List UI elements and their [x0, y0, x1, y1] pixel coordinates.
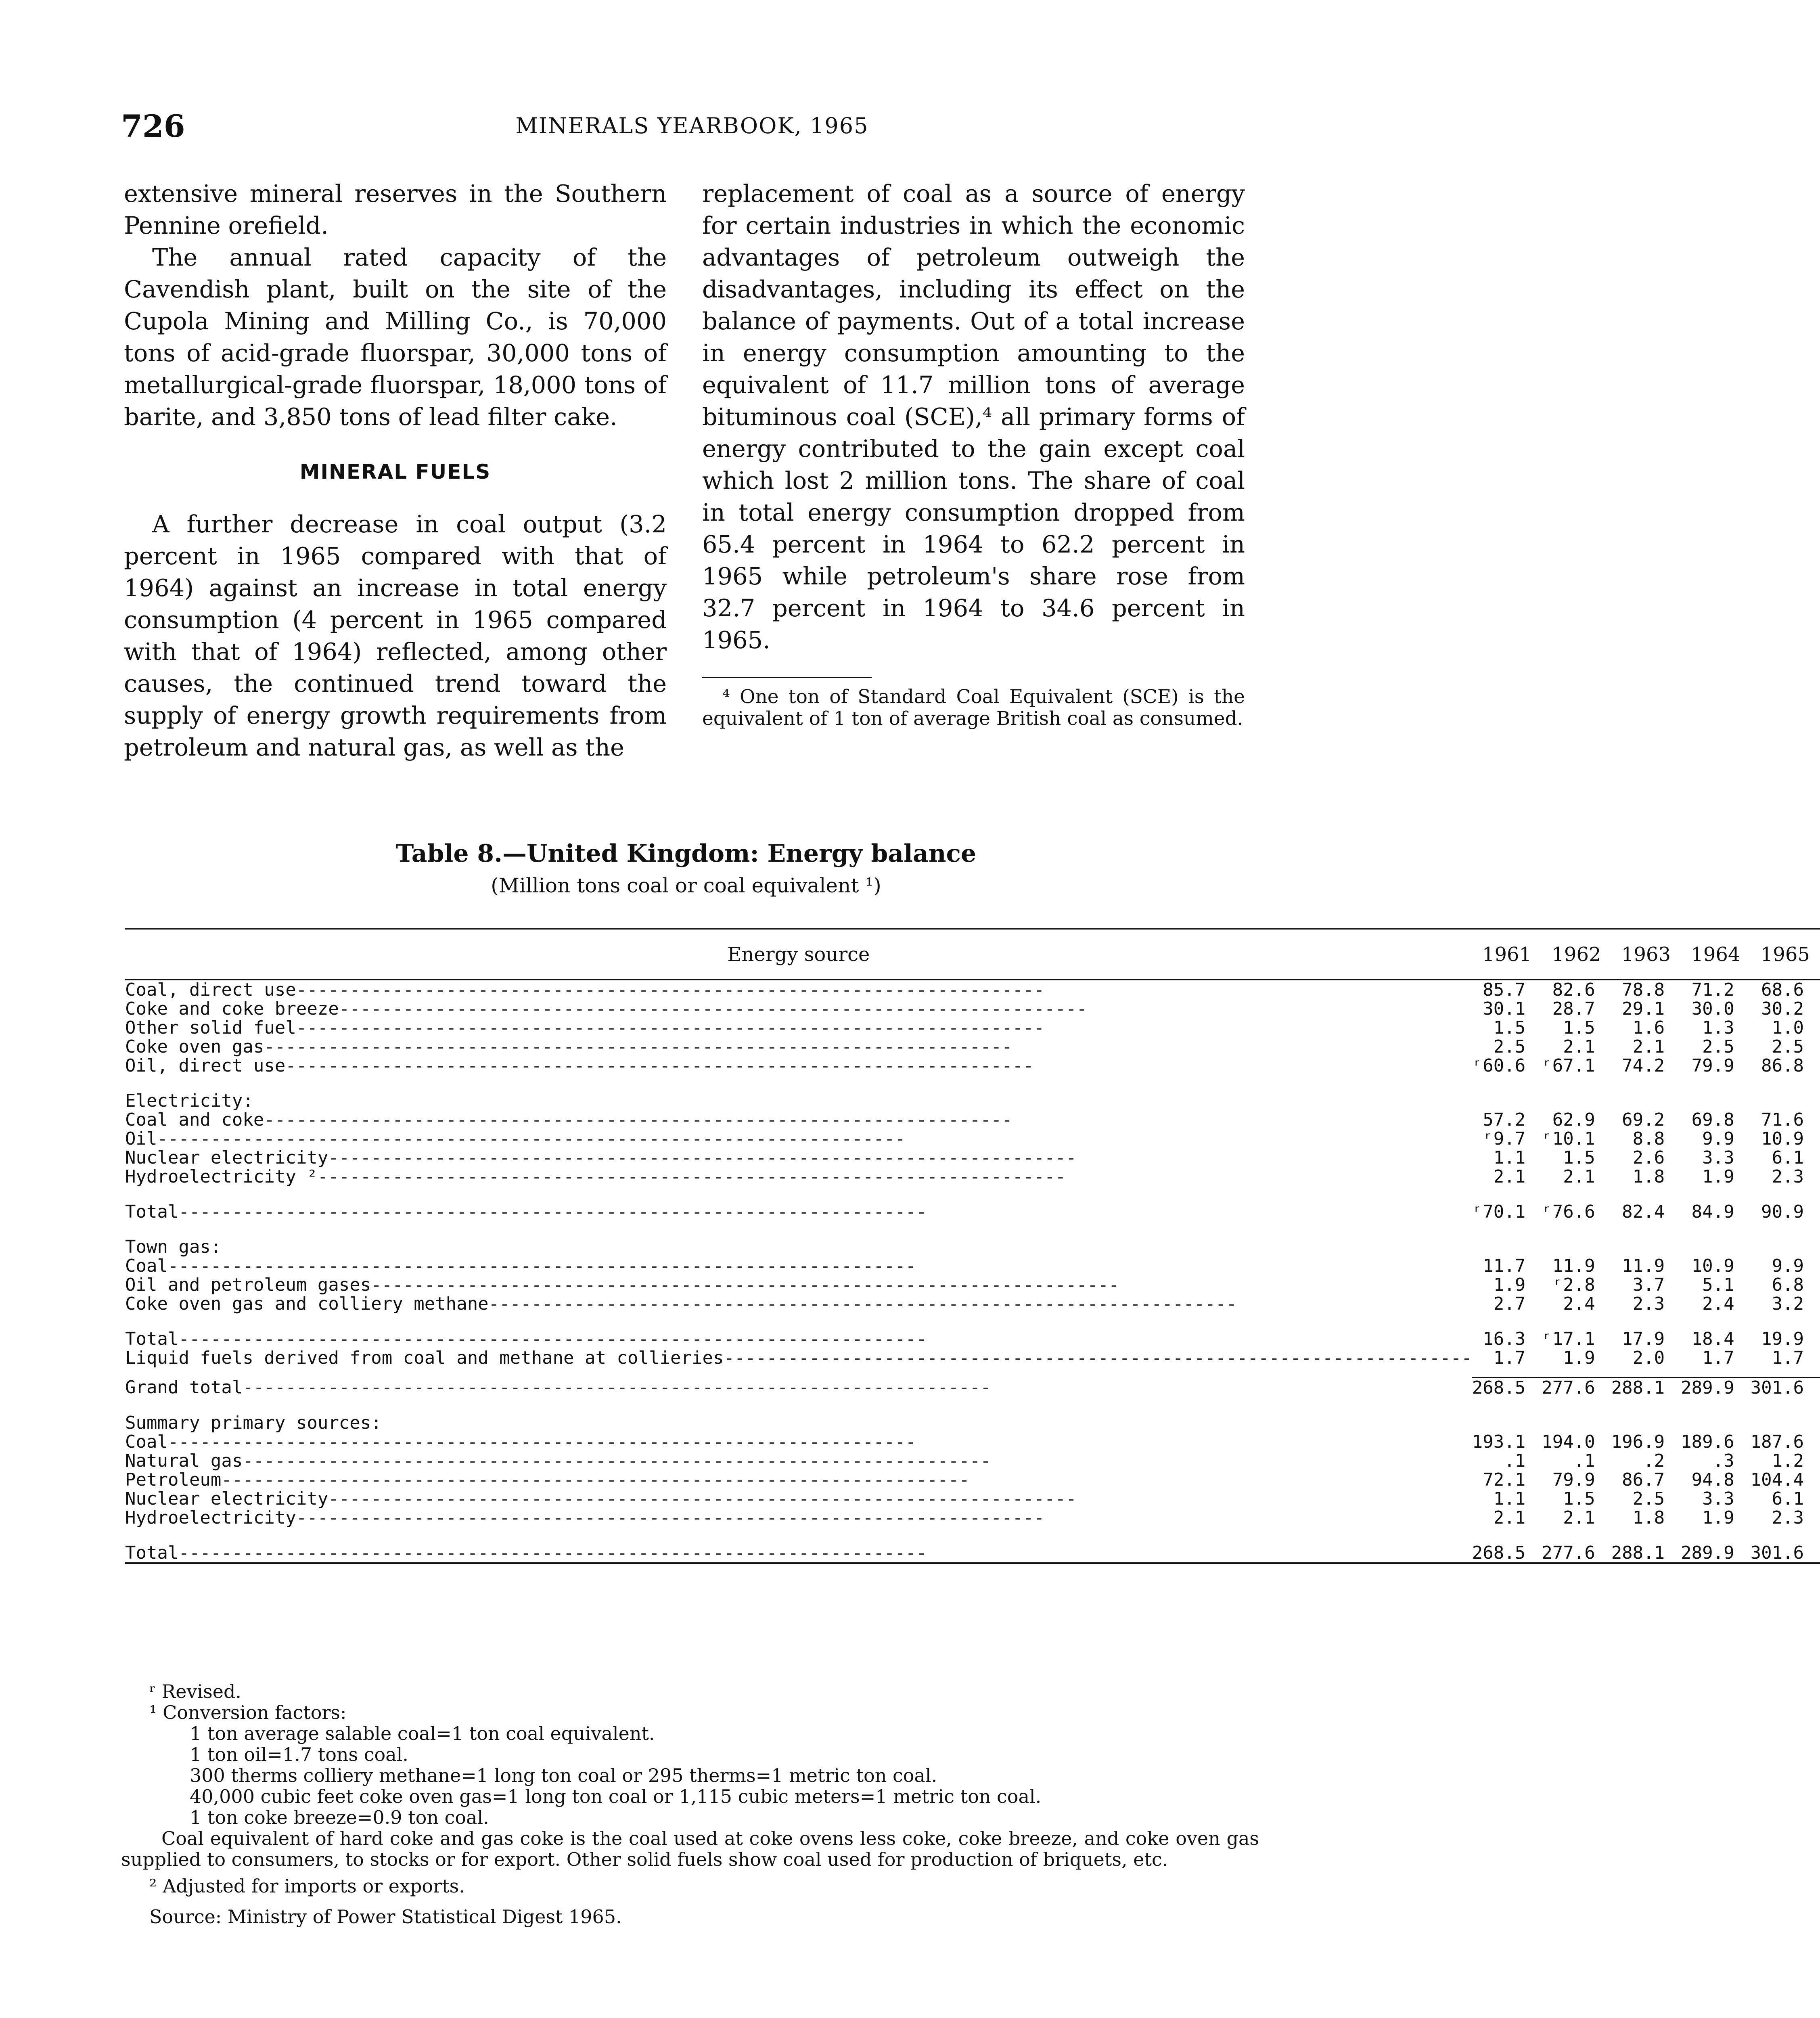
table-row — [125, 1275, 1820, 1294]
row-label-text: Coal, direct use — [125, 980, 296, 1000]
header-year: 1962 — [1542, 929, 1611, 980]
note-factor: 1 ton oil=1.7 tons coal. — [190, 1744, 409, 1765]
row-label — [125, 1470, 1472, 1489]
leader-dots: ---------------------------------------------------------------------- — [339, 999, 1088, 1019]
cell-value: 1.8 — [1632, 1166, 1665, 1187]
note-coal-equivalent: Coal equivalent of hard coke and gas coke is the coal used at coke ovens less coke, coke breeze, and coke oven gas supplied to consumers, to stocks or for export. Other solid fuels show coal used for production of briquets, etc. — [121, 1828, 1259, 1870]
left-paragraph-2: The annual rated capacity of the Cavendish plant, built on the site of the Cupola Mining and Milling Co., is 70,000 tons of acid-grade fluorspar, 30,000 tons of metallurgical-grade fluorspar, 18,000 tons of barite, and 3,850 tons of lead filter cake. — [124, 243, 667, 431]
cell-value: 3.3 — [1702, 1488, 1734, 1509]
cell-value: 78.8 — [1622, 980, 1665, 1000]
cell-value: 57.2 — [1483, 1109, 1526, 1130]
cell-value: 196.9 — [1611, 1432, 1665, 1452]
leader-dots: ---------------------------------------------------------------------- — [243, 1451, 991, 1471]
row-label-text: Other solid fuel — [125, 1017, 296, 1038]
cell-value: 1.5 — [1563, 1488, 1595, 1509]
cell-value: 2.5 — [1702, 1036, 1734, 1057]
cell-value: 189.6 — [1681, 1432, 1734, 1452]
cell-value: 1.7 — [1772, 1348, 1804, 1368]
cell-value: 10.9 — [1691, 1256, 1734, 1276]
cell-value: 2.4 — [1563, 1294, 1595, 1314]
cell-value: 19.9 — [1761, 1329, 1804, 1349]
cell-value: 1.9 — [1493, 1275, 1526, 1295]
cell-value — [1472, 1413, 1542, 1432]
footnote-4-text: ⁴ One ton of Standard Coal Equivalent (SCE) is the equivalent of 1 ton of average British coal as consumed. — [702, 686, 1245, 730]
cell-value: 2.1 — [1563, 1166, 1595, 1187]
cell-value: 72.1 — [1483, 1470, 1526, 1490]
cell-value: 11.7 — [1483, 1256, 1526, 1276]
cell-value: 2.1 — [1632, 1036, 1665, 1057]
cell-value: .1 — [1573, 1451, 1595, 1471]
row-label — [125, 1110, 1472, 1129]
cell-value: 1.8 — [1632, 1507, 1665, 1528]
note-factor: 40,000 cubic feet coke oven gas=1 long ton coal or 1,115 cubic meters=1 metric ton coal. — [190, 1786, 1042, 1807]
cell-value: ʳ76.6 — [1542, 1202, 1595, 1222]
cell-value: 94.8 — [1691, 1470, 1734, 1490]
leader-dots: ---------------------------------------------------------------------- — [167, 1432, 916, 1452]
cell-value: 62.9 — [1552, 1109, 1595, 1130]
row-label-text: Town gas: — [125, 1237, 222, 1257]
row-spacer — [125, 1397, 1820, 1413]
table-row — [125, 1237, 1820, 1256]
row-spacer — [125, 1221, 1820, 1237]
table-row — [125, 1470, 1820, 1489]
row-label-text: Liquid fuels derived from coal and methane at collieries — [125, 1348, 724, 1368]
row-label — [125, 1091, 1472, 1110]
cell-value — [1611, 1413, 1681, 1432]
row-label-text: Petroleum — [125, 1470, 222, 1490]
cell-value: 2.3 — [1772, 1166, 1804, 1187]
row-label — [125, 1489, 1472, 1508]
row-label — [125, 1329, 1472, 1348]
row-spacer — [125, 1186, 1820, 1202]
leader-dots: ---------------------------------------------------------------------- — [285, 1055, 1034, 1076]
cell-value — [1751, 1091, 1820, 1110]
cell-value: 8.8 — [1632, 1128, 1665, 1149]
row-label-text: Coal — [125, 1432, 168, 1452]
cell-value: 68.6 — [1761, 980, 1804, 1000]
table-row — [125, 1378, 1820, 1398]
row-label — [125, 1037, 1472, 1056]
cell-value: 6.1 — [1772, 1147, 1804, 1168]
leader-dots: ---------------------------------------------------------------------- — [243, 1377, 991, 1398]
table-row — [125, 1348, 1820, 1367]
cell-value: ʳ10.1 — [1542, 1128, 1595, 1149]
cell-value: 288.1 — [1611, 1543, 1681, 1563]
cell-value — [1542, 1091, 1611, 1110]
left-paragraph-1: extensive mineral reserves in the Southern Pennine orefield. — [124, 180, 667, 239]
section-heading: MINERAL FUELS — [299, 460, 491, 484]
row-label — [125, 1432, 1472, 1451]
row-label — [125, 1056, 1472, 1075]
cell-value — [1681, 1237, 1750, 1256]
cell-value: 82.4 — [1622, 1202, 1665, 1222]
cell-value: 301.6 — [1751, 1378, 1820, 1398]
page-number: 726 — [121, 108, 185, 144]
cell-value — [1751, 1413, 1820, 1432]
row-label — [125, 1275, 1472, 1294]
note-factor: 300 therms colliery methane=1 long ton coal or 295 therms=1 metric ton coal. — [190, 1765, 937, 1786]
cell-value: 194.0 — [1542, 1432, 1595, 1452]
table-row — [125, 1018, 1820, 1037]
table-row — [125, 1148, 1820, 1167]
table-title: Table 8.—United Kingdom: Energy balance — [395, 839, 977, 868]
table-subtitle: (Million tons coal or coal equivalent ¹) — [491, 874, 881, 897]
row-label-text: Coal — [125, 1256, 168, 1276]
note-factor: 1 ton average salable coal=1 ton coal equivalent. — [190, 1723, 655, 1744]
left-column — [124, 178, 667, 763]
row-label-text: Total — [125, 1329, 179, 1349]
cell-value: ʳ67.1 — [1542, 1055, 1595, 1076]
row-label-text: Oil and petroleum gases — [125, 1275, 371, 1295]
table-row — [125, 1037, 1820, 1056]
cell-value: 16.3 — [1483, 1329, 1526, 1349]
cell-value: 1.9 — [1702, 1507, 1734, 1528]
note-source: Source: Ministry of Power Statistical Digest 1965. — [149, 1906, 622, 1928]
cell-value: 2.5 — [1493, 1036, 1526, 1057]
row-label-text: Hydroelectricity ² — [125, 1166, 318, 1187]
cell-value: ʳ17.1 — [1542, 1329, 1595, 1349]
cell-value: ʳ2.8 — [1552, 1275, 1595, 1295]
cell-value: 2.5 — [1772, 1036, 1804, 1057]
leader-dots: ---------------------------------------------------------------------- — [371, 1275, 1119, 1295]
cell-value: 1.2 — [1772, 1451, 1804, 1471]
note-factor: 1 ton coke breeze=0.9 ton coal. — [190, 1807, 489, 1828]
cell-value: 2.0 — [1632, 1348, 1665, 1368]
row-label-text: Nuclear electricity — [125, 1147, 328, 1168]
cell-value: 5.1 — [1702, 1275, 1734, 1295]
right-paragraph-1: replacement of coal as a source of energy for certain industries in which the economic advantages of petroleum outweigh the disadvantages, including its effect on the balance of payments. Out of a total increase in energy consumption amounting to the equivalent of 11.7 million tons of average bituminous coal (SCE),⁴ all primary forms of energy contributed to the gain except coal which lost 2 million tons. The share of coal in total energy consumption dropped from 65.4 percent in 1964 to 62.2 percent in 1965 while petroleum's share rose from 32.7 percent in 1964 to 34.6 percent in 1965. — [702, 180, 1245, 654]
row-label-text: Oil, direct use — [125, 1055, 286, 1076]
cell-value: 69.8 — [1691, 1109, 1734, 1130]
cell-value: .2 — [1643, 1451, 1665, 1471]
cell-value: 2.3 — [1772, 1507, 1804, 1528]
cell-value: 193.1 — [1472, 1432, 1526, 1452]
row-label — [125, 1148, 1472, 1167]
table-row — [125, 1110, 1820, 1129]
cell-value: 17.9 — [1622, 1329, 1665, 1349]
row-label — [125, 1378, 1472, 1398]
cell-value — [1681, 1091, 1750, 1110]
cell-value: 30.1 — [1483, 999, 1526, 1019]
leader-dots: ---------------------------------------------------------------------- — [724, 1348, 1472, 1368]
leader-dots: ---------------------------------------------------------------------- — [488, 1294, 1237, 1314]
cell-value — [1472, 1237, 1542, 1256]
leader-dots: ---------------------------------------------------------------------- — [157, 1128, 906, 1149]
table-notes — [121, 1681, 1259, 1927]
cell-value: 277.6 — [1542, 1543, 1611, 1563]
cell-value: 79.9 — [1691, 1055, 1734, 1076]
table-row — [125, 1413, 1820, 1432]
cell-value: ʳ9.7 — [1483, 1128, 1526, 1149]
table-row — [125, 1202, 1820, 1221]
cell-value: 10.9 — [1761, 1128, 1804, 1149]
table-row — [125, 1129, 1820, 1148]
cell-value: 2.5 — [1632, 1488, 1665, 1509]
cell-value: 9.9 — [1772, 1256, 1804, 1276]
row-label — [125, 1167, 1472, 1186]
cell-value: 85.7 — [1483, 980, 1526, 1000]
leader-dots: ---------------------------------------------------------------------- — [221, 1470, 970, 1490]
cell-value: 268.5 — [1472, 1543, 1542, 1563]
leader-dots: ---------------------------------------------------------------------- — [178, 1329, 927, 1349]
cell-value: 289.9 — [1681, 1543, 1750, 1563]
cell-value — [1542, 1413, 1611, 1432]
cell-value: 3.2 — [1772, 1294, 1804, 1314]
cell-value: 277.6 — [1542, 1378, 1611, 1398]
leader-dots: ---------------------------------------------------------------------- — [264, 1036, 1013, 1057]
cell-value: 289.9 — [1681, 1378, 1750, 1398]
cell-value: 1.7 — [1702, 1348, 1734, 1368]
table-row — [125, 1294, 1820, 1313]
row-label-text: Oil — [125, 1128, 157, 1149]
cell-value: 187.6 — [1750, 1432, 1804, 1452]
cell-value: 28.7 — [1552, 999, 1595, 1019]
cell-value: 9.9 — [1702, 1128, 1734, 1149]
cell-value: .3 — [1713, 1451, 1734, 1471]
table-row — [125, 980, 1820, 1000]
row-label — [125, 1294, 1472, 1313]
cell-value: 1.5 — [1563, 1147, 1595, 1168]
cell-value: 2.1 — [1563, 1036, 1595, 1057]
row-spacer — [125, 1367, 1820, 1378]
cell-value: 30.2 — [1761, 999, 1804, 1019]
header-year: 1963 — [1611, 929, 1681, 980]
cell-value: 2.1 — [1493, 1507, 1526, 1528]
cell-value: 11.9 — [1552, 1256, 1595, 1276]
cell-value: 1.5 — [1563, 1017, 1595, 1038]
cell-value: 2.6 — [1632, 1147, 1665, 1168]
footnote-rule — [702, 677, 872, 678]
note-revised: ʳ Revised. — [149, 1681, 242, 1702]
row-label-text: Coal and coke — [125, 1109, 264, 1130]
row-label-text: Nuclear electricity — [125, 1488, 328, 1509]
leader-dots: ---------------------------------------------------------------------- — [178, 1202, 927, 1222]
row-label — [125, 1237, 1472, 1256]
cell-value: 90.9 — [1761, 1202, 1804, 1222]
cell-value: 71.6 — [1761, 1109, 1804, 1130]
cell-value: 3.7 — [1632, 1275, 1665, 1295]
row-label-text: Electricity: — [125, 1091, 253, 1111]
row-label-text: Hydroelectricity — [125, 1507, 296, 1528]
cell-value: 2.1 — [1493, 1166, 1526, 1187]
cell-value: 2.4 — [1702, 1294, 1734, 1314]
cell-value: 69.2 — [1622, 1109, 1665, 1130]
row-label — [125, 1018, 1472, 1037]
cell-value: 74.2 — [1622, 1055, 1665, 1076]
row-label — [125, 980, 1472, 1000]
cell-value: 301.6 — [1751, 1543, 1820, 1563]
cell-value: 6.8 — [1772, 1275, 1804, 1295]
cell-value: 288.1 — [1611, 1378, 1681, 1398]
row-label-text: Coke and coke breeze — [125, 999, 339, 1019]
header-year: 1961 — [1472, 929, 1542, 980]
cell-value: 71.2 — [1691, 980, 1734, 1000]
cell-value: 1.6 — [1632, 1017, 1665, 1038]
row-spacer — [125, 1527, 1820, 1543]
table-row — [125, 1056, 1820, 1075]
row-label-text: Coke oven gas — [125, 1036, 264, 1057]
row-label — [125, 1508, 1472, 1527]
page-header — [121, 108, 1263, 144]
cell-value: 11.9 — [1622, 1256, 1665, 1276]
energy-balance-table — [125, 928, 1820, 1564]
cell-value: 18.4 — [1691, 1329, 1734, 1349]
note-conversion-heading: ¹ Conversion factors: — [149, 1702, 347, 1723]
cell-value — [1611, 1237, 1681, 1256]
leader-dots: ---------------------------------------------------------------------- — [296, 980, 1045, 1000]
cell-value: 1.3 — [1702, 1017, 1734, 1038]
cell-value: 1.1 — [1493, 1488, 1526, 1509]
row-label — [125, 1413, 1472, 1432]
cell-value: 84.9 — [1691, 1202, 1734, 1222]
row-label — [125, 1348, 1472, 1367]
leader-dots: ---------------------------------------------------------------------- — [296, 1507, 1045, 1528]
cell-value: 30.0 — [1691, 999, 1734, 1019]
cell-value: 29.1 — [1622, 999, 1665, 1019]
table-row — [125, 1329, 1820, 1348]
row-spacer — [125, 1075, 1820, 1091]
note-adjusted: ² Adjusted for imports or exports. — [149, 1875, 465, 1897]
cell-value — [1751, 1237, 1820, 1256]
row-label-text: Grand total — [125, 1377, 243, 1398]
cell-value: 1.1 — [1493, 1147, 1526, 1168]
table-row — [125, 1543, 1820, 1563]
row-label-text: Total — [125, 1543, 179, 1563]
table-row — [125, 1451, 1820, 1470]
row-label — [125, 999, 1472, 1018]
cell-value: 1.9 — [1563, 1348, 1595, 1368]
cell-value: 1.0 — [1772, 1017, 1804, 1038]
cell-value: 1.7 — [1493, 1348, 1526, 1368]
cell-value — [1611, 1091, 1681, 1110]
cell-value: 268.5 — [1472, 1378, 1542, 1398]
cell-value: 86.7 — [1622, 1470, 1665, 1490]
cell-value: 79.9 — [1552, 1470, 1595, 1490]
cell-value: 3.3 — [1702, 1147, 1734, 1168]
cell-value: 6.1 — [1772, 1488, 1804, 1509]
table-row — [125, 1432, 1820, 1451]
cell-value: 2.7 — [1493, 1294, 1526, 1314]
header-year: 1964 — [1681, 929, 1750, 980]
cell-value: 1.5 — [1493, 1017, 1526, 1038]
table-row — [125, 1091, 1820, 1110]
cell-value — [1681, 1413, 1750, 1432]
row-label-text: Natural gas — [125, 1451, 243, 1471]
cell-value: 86.8 — [1761, 1055, 1804, 1076]
cell-value: .1 — [1504, 1451, 1526, 1471]
left-paragraph-3: A further decrease in coal output (3.2 percent in 1965 compared with that of 1964) against an increase in total energy consumption (4 percent in 1965 compared with that of 1964) reflected, among other causes, the continued trend toward the supply of energy growth requirements from petroleum and natural gas, as well as the — [124, 510, 667, 761]
header-energy-source: Energy source — [125, 929, 1472, 980]
row-label-text: Coke oven gas and colliery methane — [125, 1294, 489, 1314]
table-row — [125, 1508, 1820, 1527]
footnote-4 — [702, 686, 1245, 730]
row-spacer — [125, 1313, 1820, 1329]
running-title: MINERALS YEARBOOK, 1965 — [515, 113, 869, 138]
row-label-text: Total — [125, 1202, 179, 1222]
leader-dots: ---------------------------------------------------------------------- — [317, 1166, 1066, 1187]
cell-value: ʳ70.1 — [1472, 1202, 1526, 1222]
cell-value: ʳ60.6 — [1472, 1055, 1526, 1076]
cell-value — [1472, 1091, 1542, 1110]
cell-value: 1.9 — [1702, 1166, 1734, 1187]
row-label — [125, 1543, 1472, 1563]
leader-dots: ---------------------------------------------------------------------- — [178, 1543, 927, 1563]
cell-value: 82.6 — [1552, 980, 1595, 1000]
leader-dots: ---------------------------------------------------------------------- — [264, 1109, 1013, 1130]
leader-dots: ---------------------------------------------------------------------- — [328, 1488, 1077, 1509]
row-label — [125, 1256, 1472, 1275]
table-row — [125, 1256, 1820, 1275]
table-row — [125, 1489, 1820, 1508]
table-header-row — [125, 929, 1820, 980]
table-row — [125, 999, 1820, 1018]
cell-value: 2.1 — [1563, 1507, 1595, 1528]
leader-dots: ---------------------------------------------------------------------- — [296, 1017, 1045, 1038]
row-label — [125, 1129, 1472, 1148]
cell-value: 2.3 — [1632, 1294, 1665, 1314]
cell-value — [1542, 1237, 1611, 1256]
leader-dots: ---------------------------------------------------------------------- — [328, 1147, 1077, 1168]
row-label-text: Summary primary sources: — [125, 1413, 382, 1433]
row-label — [125, 1202, 1472, 1221]
leader-dots: ---------------------------------------------------------------------- — [167, 1256, 916, 1276]
right-column — [702, 178, 1245, 730]
cell-value: 104.4 — [1750, 1470, 1804, 1490]
row-label — [125, 1451, 1472, 1470]
table-row — [125, 1167, 1820, 1186]
header-year: 1965 — [1751, 929, 1820, 980]
